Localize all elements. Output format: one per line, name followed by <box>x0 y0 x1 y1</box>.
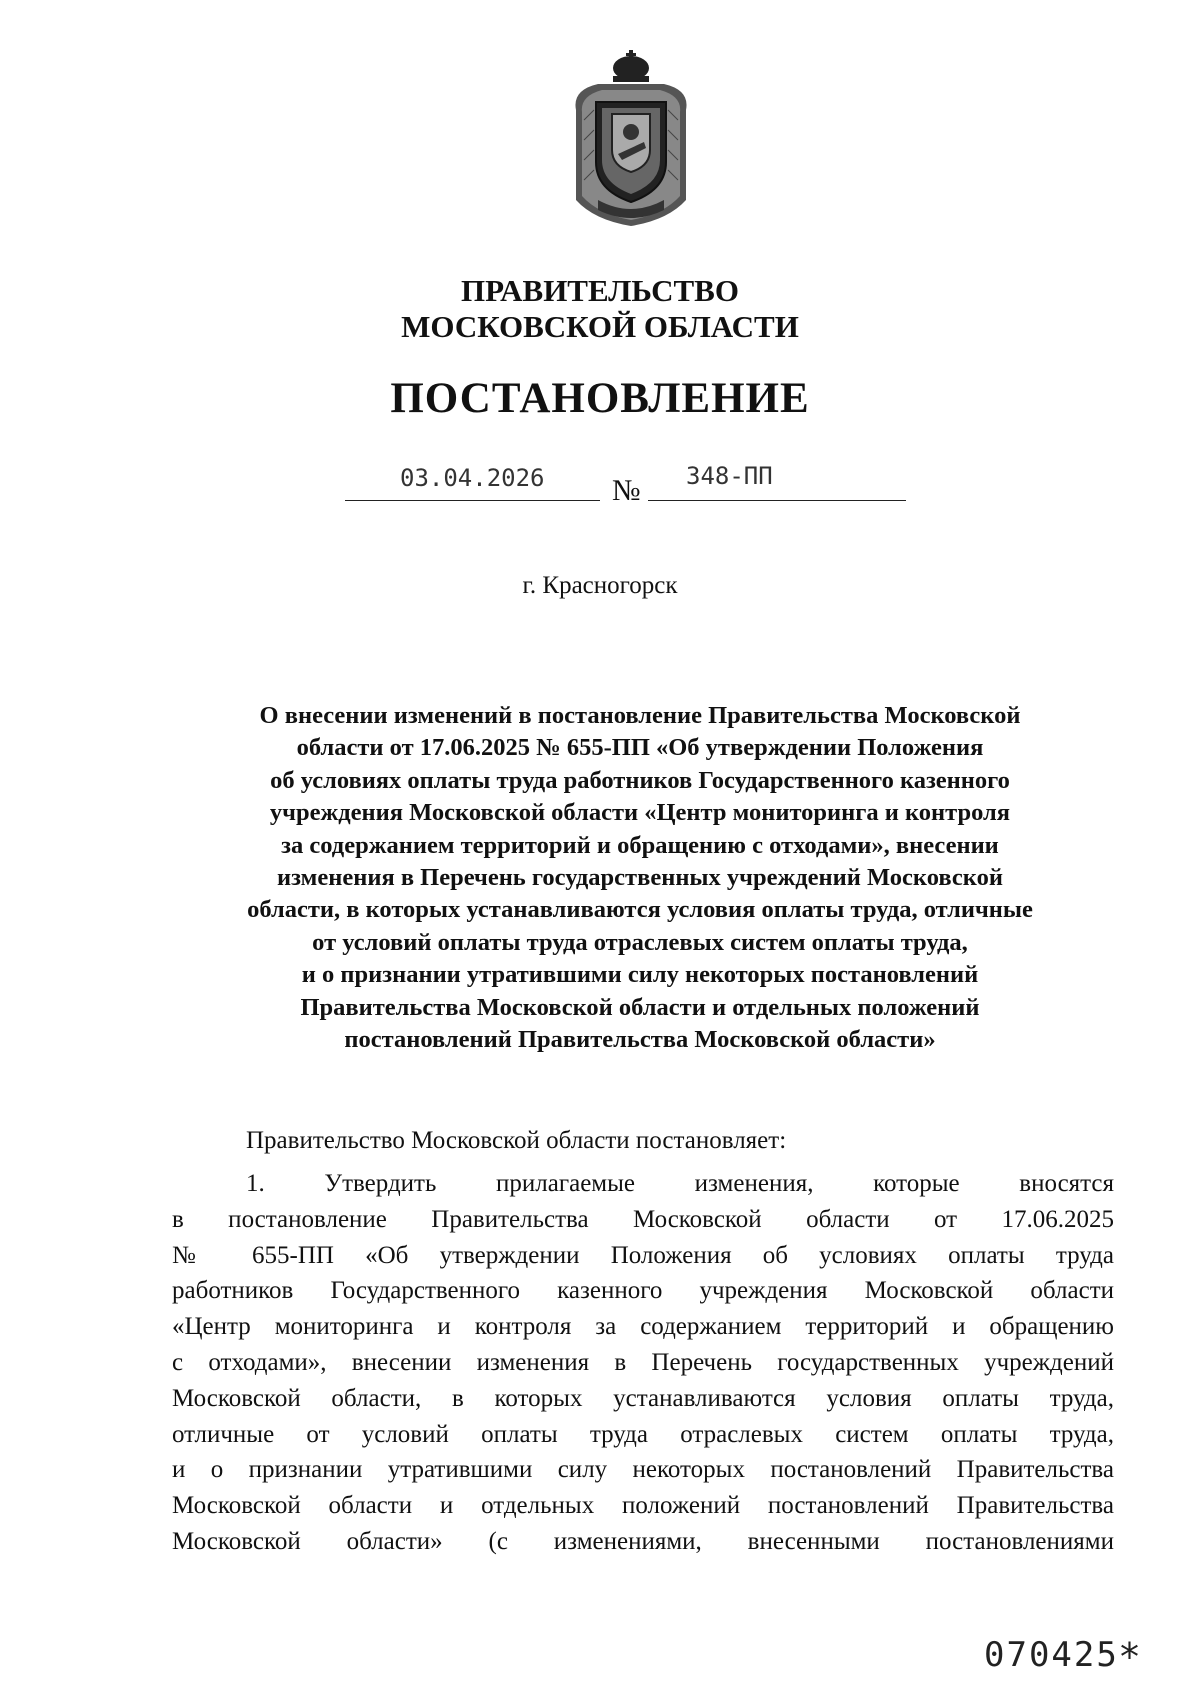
intro-paragraph: Правительство Московской области постановляет: <box>246 1127 787 1154</box>
body-line: Московской области» (с изменениями, внесенными постановлениями <box>172 1527 1114 1555</box>
body-paragraph <box>172 1166 1114 1560</box>
body-line: «Центр мониторинга и контроля за содержанием территорий и обращению <box>172 1313 1114 1341</box>
heading-line: за содержанием территорий и обращению с отходами», внесении <box>281 831 999 859</box>
date-underline <box>345 500 600 501</box>
government-title-line2: МОСКОВСКОЙ ОБЛАСТИ <box>401 309 799 344</box>
heading-line: области от 17.06.2025 № 655-ПП «Об утверждении Положения <box>296 734 984 762</box>
decree-heading <box>160 700 1120 1056</box>
star-icon: * <box>1120 1635 1139 1679</box>
body-line: Московской области, в которых устанавливаются условия оплаты труда, <box>172 1384 1114 1412</box>
body-line: 1. Утвердить прилагаемые изменения, которые вносятся <box>246 1170 1114 1197</box>
body-line: Московской области и отдельных положений постановлений Правительства <box>172 1492 1114 1520</box>
city-name: г. Красногорск <box>522 572 678 599</box>
heading-line: об условиях оплаты труда работников Государственного казенного <box>270 766 1010 794</box>
government-title-line1: ПРАВИТЕЛЬСТВО <box>461 273 739 308</box>
heading-line: О внесении изменений в постановление Правительства Московской <box>259 702 1021 729</box>
body-line: отличные от условий оплаты труда отраслевых систем оплаты труда, <box>172 1420 1114 1448</box>
heading-line: от условий оплаты труда отраслевых систем оплаты труда, <box>312 928 968 956</box>
decree-number: 348-ПП <box>686 462 773 490</box>
heading-line: изменения в Перечень государственных учреждений Московской <box>277 864 1003 892</box>
heading-line: постановлений Правительства Московской области» <box>344 1026 936 1054</box>
document-type-title: ПОСТАНОВЛЕНИЕ <box>390 375 810 422</box>
body-line: № 655-ПП «Об утверждении Положения об условиях оплаты труда <box>172 1241 1114 1269</box>
number-underline <box>648 500 906 501</box>
heading-line: учреждения Московской области «Центр мониторинга и контроля <box>269 799 1011 827</box>
decree-date: 03.04.2026 <box>400 464 545 492</box>
number-sign: № <box>612 474 641 507</box>
document-code-stamp: 070425 <box>984 1635 1119 1675</box>
heading-line: области, в которых устанавливаются условия оплаты труда, отличные <box>247 896 1033 924</box>
body-line: в постановление Правительства Московской области от 17.06.2025 <box>172 1205 1114 1233</box>
body-line: и о признании утратившими силу некоторых постановлений Правительства <box>172 1456 1114 1484</box>
body-line: с отходами», внесении изменения в Перечень государственных учреждений <box>172 1348 1114 1376</box>
heading-line: Правительства Московской области и отдельных положений <box>300 993 980 1021</box>
body-line: работников Государственного казенного учреждения Московской области <box>172 1277 1114 1305</box>
coat-of-arms-icon <box>568 50 694 228</box>
heading-line: и о признании утратившими силу некоторых постановлений <box>301 961 979 989</box>
